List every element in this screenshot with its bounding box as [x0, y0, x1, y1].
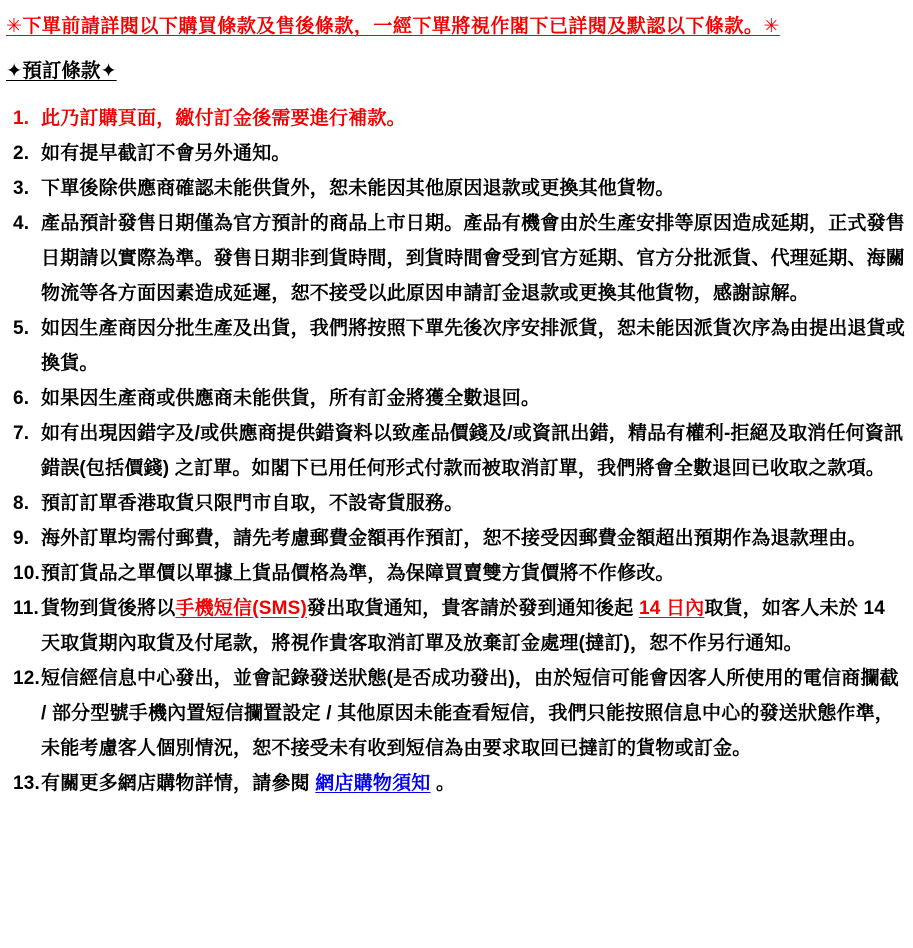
term-segment: 下單後除供應商確認未能供貨外，恕未能因其他原因退款或更換其他貨物。	[41, 178, 675, 199]
term-segment: 取貨，如客人未於 14 天取貨期內取貨及付尾款，將視作貴客取消訂單及放棄訂金處理(撻訂)，恕不作另行通知。	[41, 598, 885, 654]
term-item	[6, 101, 907, 136]
term-item	[6, 136, 907, 171]
term-number: 2.	[13, 143, 30, 164]
term-number: 6.	[13, 388, 30, 409]
term-segment: 海外訂單均需付郵費，請先考慮郵費金額再作預訂，恕不接受因郵費金額超出預期作為退款理由。	[41, 528, 867, 549]
term-segment: 。	[430, 773, 456, 794]
term-number: 7.	[13, 423, 30, 444]
highlighted-term-text: 14 日內	[638, 598, 705, 619]
term-text	[41, 388, 540, 409]
term-item	[6, 416, 907, 486]
term-text	[41, 178, 675, 199]
term-number: 13.	[13, 773, 41, 794]
term-number: 5.	[13, 318, 30, 339]
term-item	[6, 591, 907, 661]
term-segment: 此乃訂購頁面，繳付訂金後需要進行補款。	[41, 108, 406, 129]
term-segment: 如有出現因錯字及/或供應商提供錯資料以致產品價錢及/或資訊出錯，精品有權利-拒絕及取消任何資訊錯誤(包括價錢) 之訂單。如閣下已用任何形式付款而被取消訂單，我們將會全數退回已收取之款項。	[41, 423, 904, 479]
term-item	[6, 311, 907, 381]
term-number: 9.	[13, 528, 30, 549]
term-text	[41, 598, 885, 654]
term-item	[6, 556, 907, 591]
purchase-notice-text: ✳下單前請詳閱以下購買條款及售後條款，一經下單將視作閣下已詳閱及默認以下條款。✳	[6, 16, 780, 37]
term-item	[6, 521, 907, 556]
term-item	[6, 206, 907, 311]
term-segment: 如因生產商因分批生產及出貨，我們將按照下單先後次序安排派貨，恕未能因派貨次序為由提出退貨或換貨。	[41, 318, 906, 374]
term-item	[6, 486, 907, 521]
term-text	[41, 563, 675, 584]
term-number: 4.	[13, 213, 30, 234]
term-segment: 預訂訂單香港取貨只限門市自取，不設寄貨服務。	[41, 493, 464, 514]
term-text	[41, 528, 867, 549]
term-number: 8.	[13, 493, 30, 514]
term-text	[41, 423, 903, 479]
term-text	[41, 493, 463, 514]
term-text	[41, 108, 406, 129]
term-item	[6, 661, 907, 766]
term-segment: 如果因生產商或供應商未能供貨，所有訂金將獲全數退回。	[41, 388, 541, 409]
term-item	[6, 766, 907, 801]
term-number: 11.	[13, 598, 39, 619]
term-number: 10.	[13, 563, 41, 584]
term-number: 3.	[13, 178, 30, 199]
preorder-terms-heading-text: ✦預訂條款✦	[6, 60, 117, 82]
purchase-notice	[6, 10, 907, 44]
term-segment: 發出取貨通知，貴客請於發到通知後起	[307, 598, 639, 619]
terms-list	[6, 101, 907, 801]
preorder-terms-heading	[6, 54, 907, 88]
term-text	[41, 213, 905, 304]
term-item	[6, 171, 907, 206]
term-segment: 如有提早截訂不會另外通知。	[41, 143, 291, 164]
highlighted-term-text: 手機短信(SMS)	[175, 598, 308, 619]
term-number: 12.	[13, 668, 41, 689]
term-segment: 短信經信息中心發出，並會記錄發送狀態(是否成功發出)，由於短信可能會因客人所使用的電信商攔截 / 部分型號手機內置短信攔置設定 / 其他原因未能查看短信，我們只能按照信息中心的發送狀態作準，未能考慮客人個別情況，恕不接受未有收到短信為由要求取回已撻訂的貨物或訂金。	[41, 668, 899, 759]
term-text	[41, 773, 455, 794]
term-segment: 貨物到貨後將以	[41, 598, 176, 619]
store-shopping-guide-link[interactable]: 網店購物須知	[315, 773, 431, 794]
term-text	[41, 318, 905, 374]
term-text	[41, 143, 291, 164]
term-segment: 有關更多網店購物詳情，請參閱	[41, 773, 316, 794]
term-segment: 預訂貨品之單價以單據上貨品價格為準，為保障買賣雙方貨價將不作修改。	[41, 563, 675, 584]
term-item	[6, 381, 907, 416]
term-text	[41, 668, 899, 759]
term-segment: 產品預計發售日期僅為官方預計的商品上市日期。產品有機會由於生產安排等原因造成延期，正式發售日期請以實際為準。發售日期非到貨時間，到貨時間會受到官方延期、官方分批派貨、代理延期、海關物流等各方面因素造成延遲，恕不接受以此原因申請訂金退款或更換其他貨物，感謝諒解。	[41, 213, 906, 304]
term-number: 1.	[13, 108, 30, 129]
